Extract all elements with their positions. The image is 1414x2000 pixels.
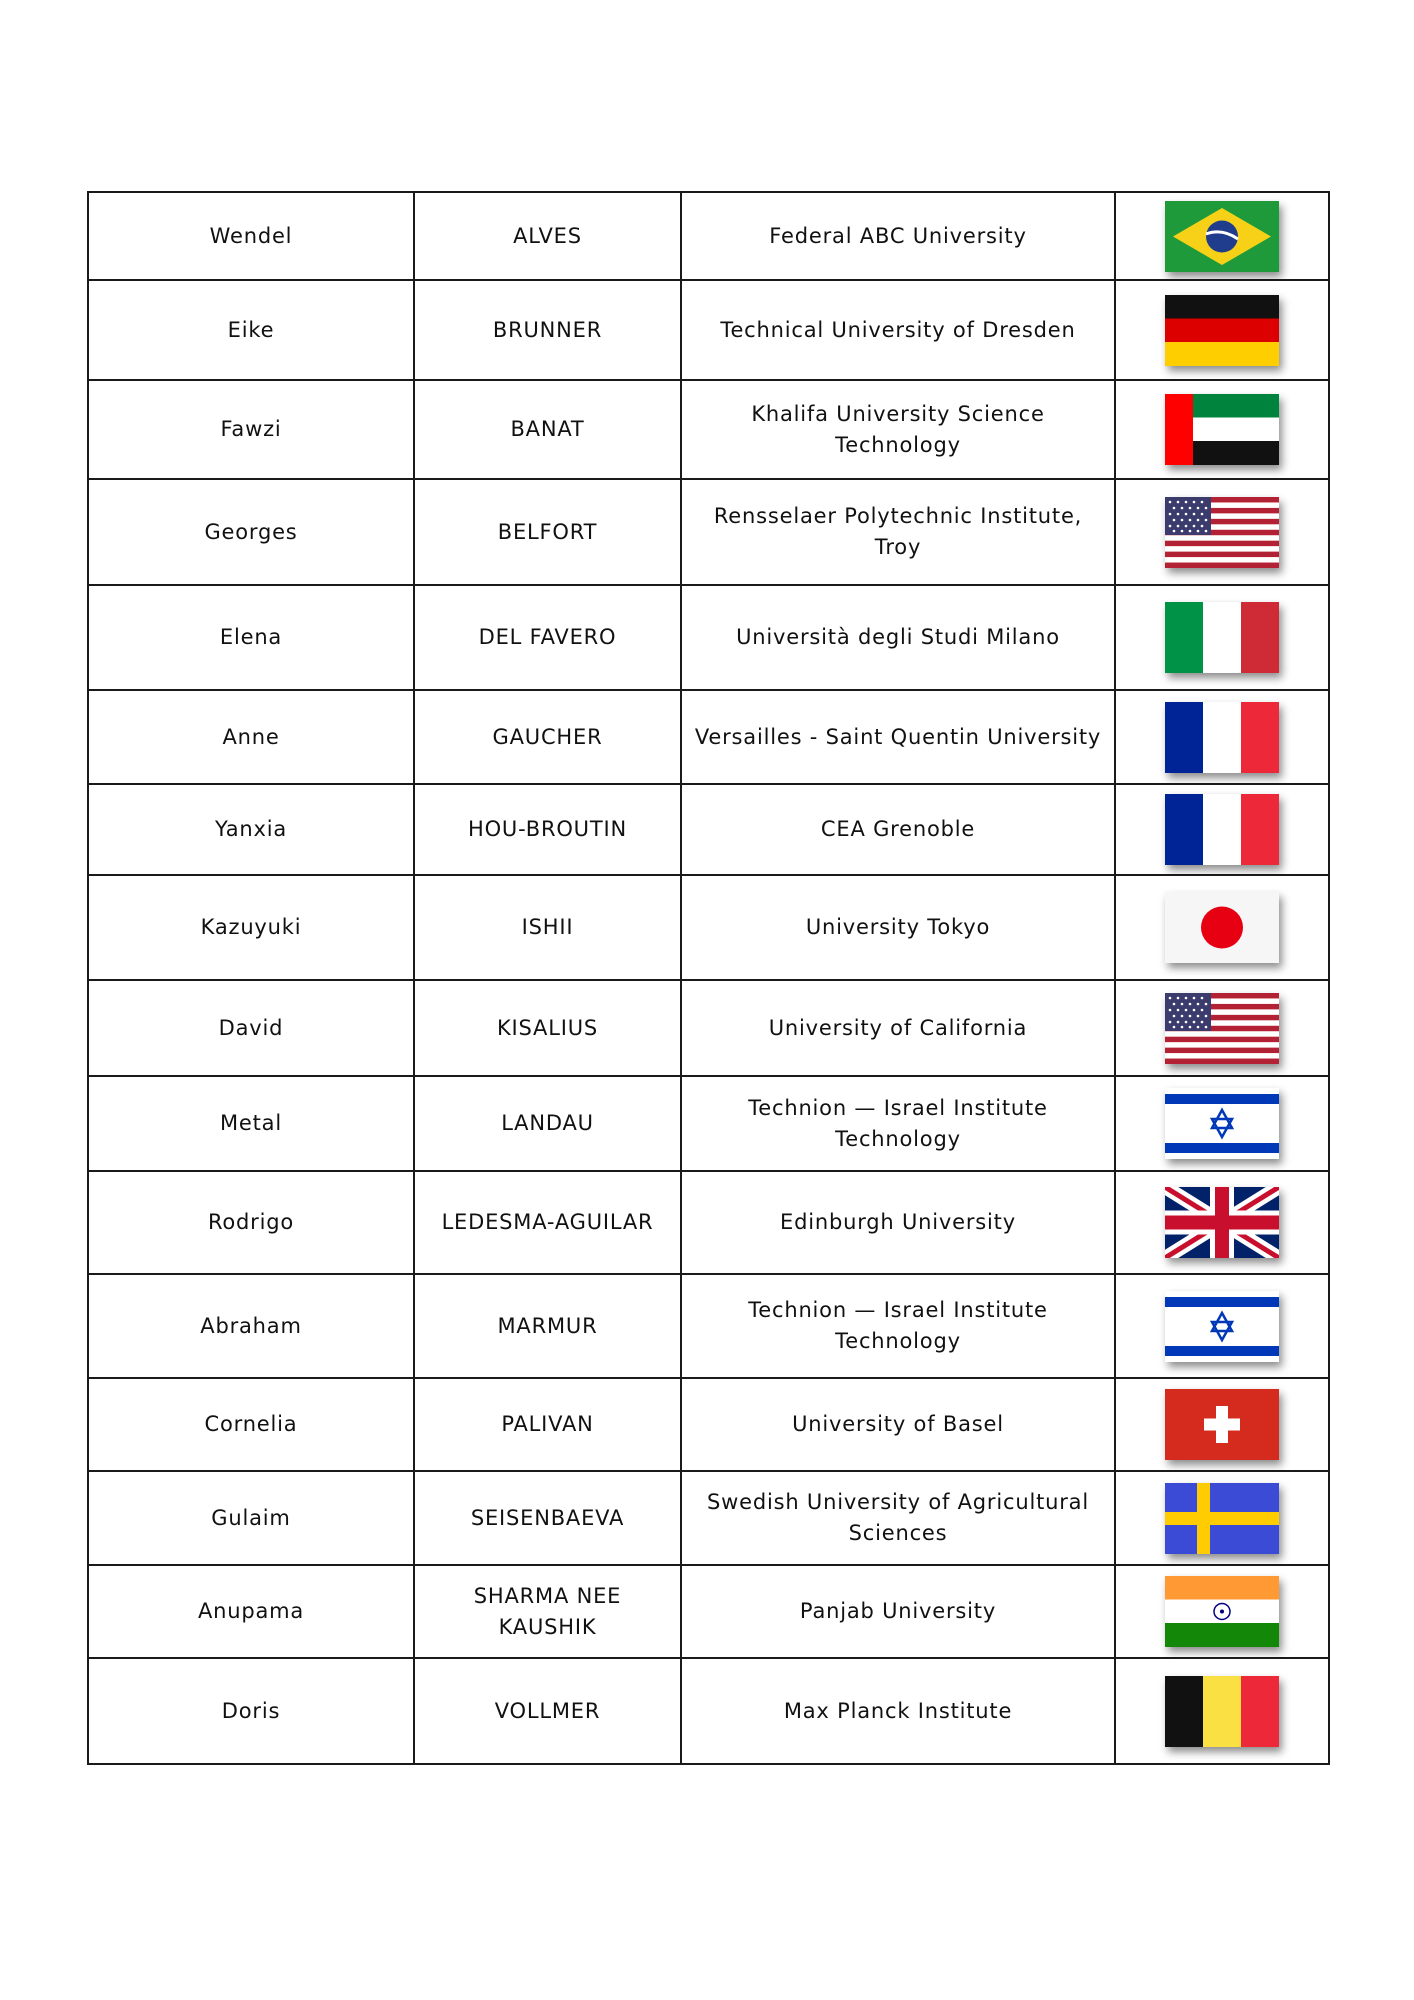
flag-cell [1115, 1658, 1329, 1764]
flag-cell [1115, 980, 1329, 1076]
table-row [88, 980, 1329, 1076]
flag-cell [1115, 380, 1329, 479]
institution-cell: Edinburgh University [681, 1171, 1115, 1274]
first-name-cell: Rodrigo [88, 1171, 414, 1274]
flag-cell [1115, 1076, 1329, 1171]
first-name-cell: Doris [88, 1658, 414, 1764]
first-name-cell: Fawzi [88, 380, 414, 479]
flag-cell [1115, 585, 1329, 690]
flag-cell [1115, 1565, 1329, 1658]
institution-cell: Swedish University of Agricultural Sciences [681, 1471, 1115, 1565]
last-name-cell: KISALIUS [414, 980, 681, 1076]
first-name-cell: David [88, 980, 414, 1076]
table-row [88, 690, 1329, 784]
institution-cell: Università degli Studi Milano [681, 585, 1115, 690]
institution-cell: Panjab University [681, 1565, 1115, 1658]
last-name-cell: BELFORT [414, 479, 681, 585]
institution-cell: Versailles - Saint Quentin University [681, 690, 1115, 784]
institution-cell: University of California [681, 980, 1115, 1076]
first-name-cell: Abraham [88, 1274, 414, 1378]
first-name-cell: Eike [88, 280, 414, 380]
uk-flag-icon [1165, 1187, 1279, 1258]
table-row [88, 1471, 1329, 1565]
first-name-cell: Anne [88, 690, 414, 784]
table-row [88, 1274, 1329, 1378]
first-name-cell: Yanxia [88, 784, 414, 875]
institution-cell: CEA Grenoble [681, 784, 1115, 875]
first-name-cell: Georges [88, 479, 414, 585]
last-name-cell: LEDESMA-AGUILAR [414, 1171, 681, 1274]
last-name-cell: GAUCHER [414, 690, 681, 784]
participants-table [87, 191, 1330, 1765]
first-name-cell: Metal [88, 1076, 414, 1171]
france-flag-icon [1165, 702, 1279, 773]
last-name-cell: VOLLMER [414, 1658, 681, 1764]
institution-cell: Rensselaer Polytechnic Institute, Troy [681, 479, 1115, 585]
first-name-cell: Wendel [88, 192, 414, 280]
flag-cell [1115, 192, 1329, 280]
table-row [88, 875, 1329, 980]
uae-flag-icon [1165, 394, 1279, 465]
table-row [88, 1658, 1329, 1764]
israel-flag-icon [1165, 1088, 1279, 1159]
switzerland-flag-icon [1165, 1389, 1279, 1460]
usa-flag-icon [1165, 497, 1279, 568]
table-row [88, 280, 1329, 380]
last-name-cell: SEISENBAEVA [414, 1471, 681, 1565]
last-name-cell: HOU-BROUTIN [414, 784, 681, 875]
institution-cell: Technical University of Dresden [681, 280, 1115, 380]
institution-cell: University Tokyo [681, 875, 1115, 980]
last-name-cell: BRUNNER [414, 280, 681, 380]
israel-flag-icon [1165, 1291, 1279, 1362]
japan-flag-icon [1165, 892, 1279, 963]
last-name-cell: PALIVAN [414, 1378, 681, 1471]
table-row [88, 479, 1329, 585]
table-row [88, 585, 1329, 690]
table-row [88, 192, 1329, 280]
flag-cell [1115, 784, 1329, 875]
india-flag-icon [1165, 1576, 1279, 1647]
brazil-flag-icon [1165, 201, 1279, 272]
flag-cell [1115, 1274, 1329, 1378]
table-row [88, 1171, 1329, 1274]
institution-cell: Max Planck Institute [681, 1658, 1115, 1764]
italy-flag-icon [1165, 602, 1279, 673]
flag-cell [1115, 280, 1329, 380]
institution-cell: University of Basel [681, 1378, 1115, 1471]
institution-cell: Federal ABC University [681, 192, 1115, 280]
germany-flag-icon [1165, 295, 1279, 366]
flag-cell [1115, 1171, 1329, 1274]
first-name-cell: Gulaim [88, 1471, 414, 1565]
table-row [88, 1076, 1329, 1171]
last-name-cell: BANAT [414, 380, 681, 479]
institution-cell: Technion — Israel Institute Technology [681, 1076, 1115, 1171]
last-name-cell: LANDAU [414, 1076, 681, 1171]
last-name-cell: ISHII [414, 875, 681, 980]
flag-cell [1115, 479, 1329, 585]
flag-cell [1115, 875, 1329, 980]
flag-cell [1115, 1378, 1329, 1471]
france-flag-icon [1165, 794, 1279, 865]
first-name-cell: Elena [88, 585, 414, 690]
last-name-cell: SHARMA NEE KAUSHIK [414, 1565, 681, 1658]
table-row [88, 380, 1329, 479]
first-name-cell: Anupama [88, 1565, 414, 1658]
first-name-cell: Kazuyuki [88, 875, 414, 980]
usa-flag-icon [1165, 993, 1279, 1064]
table-row [88, 784, 1329, 875]
flag-cell [1115, 1471, 1329, 1565]
last-name-cell: DEL FAVERO [414, 585, 681, 690]
last-name-cell: MARMUR [414, 1274, 681, 1378]
table-row [88, 1565, 1329, 1658]
belgium-flag-icon [1165, 1676, 1279, 1747]
institution-cell: Technion — Israel Institute Technology [681, 1274, 1115, 1378]
sweden-flag-icon [1165, 1483, 1279, 1554]
table-row [88, 1378, 1329, 1471]
last-name-cell: ALVES [414, 192, 681, 280]
flag-cell [1115, 690, 1329, 784]
first-name-cell: Cornelia [88, 1378, 414, 1471]
institution-cell: Khalifa University Science Technology [681, 380, 1115, 479]
